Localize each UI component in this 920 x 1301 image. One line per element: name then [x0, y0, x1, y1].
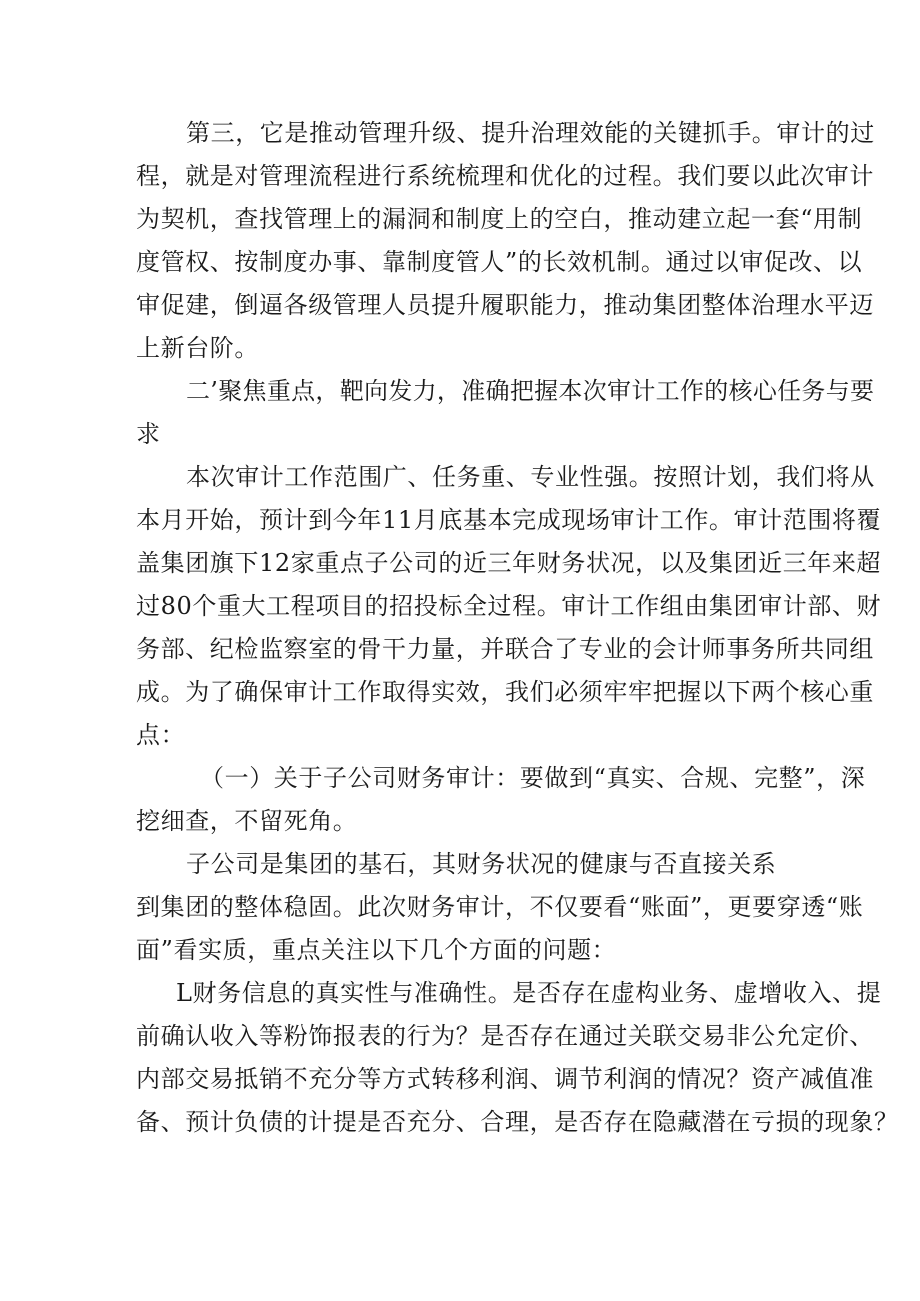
paragraph-2-line-3: 盖集团旗下12家重点子公司的近三年财务状况，以及集团近三年来超	[136, 549, 882, 577]
paragraph-2-line-7: 点：	[136, 721, 186, 749]
paragraph-2-line-4: 过80个重大工程项目的招投标全过程。审计工作组由集团审计部、财	[136, 592, 882, 620]
paragraph-1-line-1: 第三，它是推动管理升级、提升治理效能的关键抓手。审计的过	[186, 119, 875, 147]
paragraph-1-line-2: 程，就是对管理流程进行系统梳理和优化的过程。我们要以此次审计	[136, 162, 874, 190]
paragraph-4-line-2: 前确认收入等粉饰报表的行为？是否存在通过关联交易非公允定价、	[136, 1022, 874, 1050]
paragraph-2-line-2: 本月开始，预计到今年11月底基本完成现场审计工作。审计范围将覆	[136, 506, 882, 534]
paragraph-1-line-3: 为契机，查找管理上的漏洞和制度上的空白，推动建立起一套“用制	[136, 205, 863, 233]
section-heading-line-2: 求	[136, 420, 161, 448]
paragraph-1-line-4: 度管权、按制度办事、靠制度管人”的长效机制。通过以审促改、以	[136, 248, 863, 276]
paragraph-4-line-3: 内部交易抵销不充分等方式转移利润、调节利润的情况？资产减值准	[136, 1065, 874, 1093]
paragraph-2-line-5: 务部、纪检监察室的骨干力量，并联合了专业的会计师事务所共同组	[136, 635, 874, 663]
paragraph-2-line-1: 本次审计工作范围广、任务重、专业性强。按照计划，我们将从	[186, 463, 875, 491]
paragraph-3-line-2: 到集团的整体稳固。此次财务审计，不仅要看“账面”，更要穿透“账	[136, 893, 864, 921]
paragraph-3-line-3: 面”看实质，重点关注以下几个方面的问题：	[136, 936, 617, 964]
paragraph-1-line-5: 审促建，倒逼各级管理人员提升履职能力，推动集团整体治理水平迈	[136, 291, 874, 319]
paragraph-3-line-1: 子公司是集团的基石，其财务状况的健康与否直接关系	[186, 850, 777, 878]
paragraph-2-line-6: 成。为了确保审计工作取得实效，我们必须牢牢把握以下两个核心重	[136, 678, 874, 706]
section-heading-line-1: 二’聚焦重点，靶向发力，准确把握本次审计工作的核心任务与要	[186, 377, 875, 405]
paragraph-1-line-6: 上新台阶。	[136, 334, 259, 362]
paragraph-4-line-4: 备、预计负债的计提是否充分、合理，是否存在隐藏潜在亏损的现象？	[136, 1108, 899, 1136]
subheading-1-line-1: （一）关于子公司财务审计：要做到“真实、合规、完整”，深	[200, 764, 866, 792]
paragraph-4-line-1: L财务信息的真实性与准确性。是否存在虚构业务、虚增收入、提	[176, 979, 882, 1007]
subheading-1-line-2: 挖细查，不留死角。	[136, 807, 358, 835]
